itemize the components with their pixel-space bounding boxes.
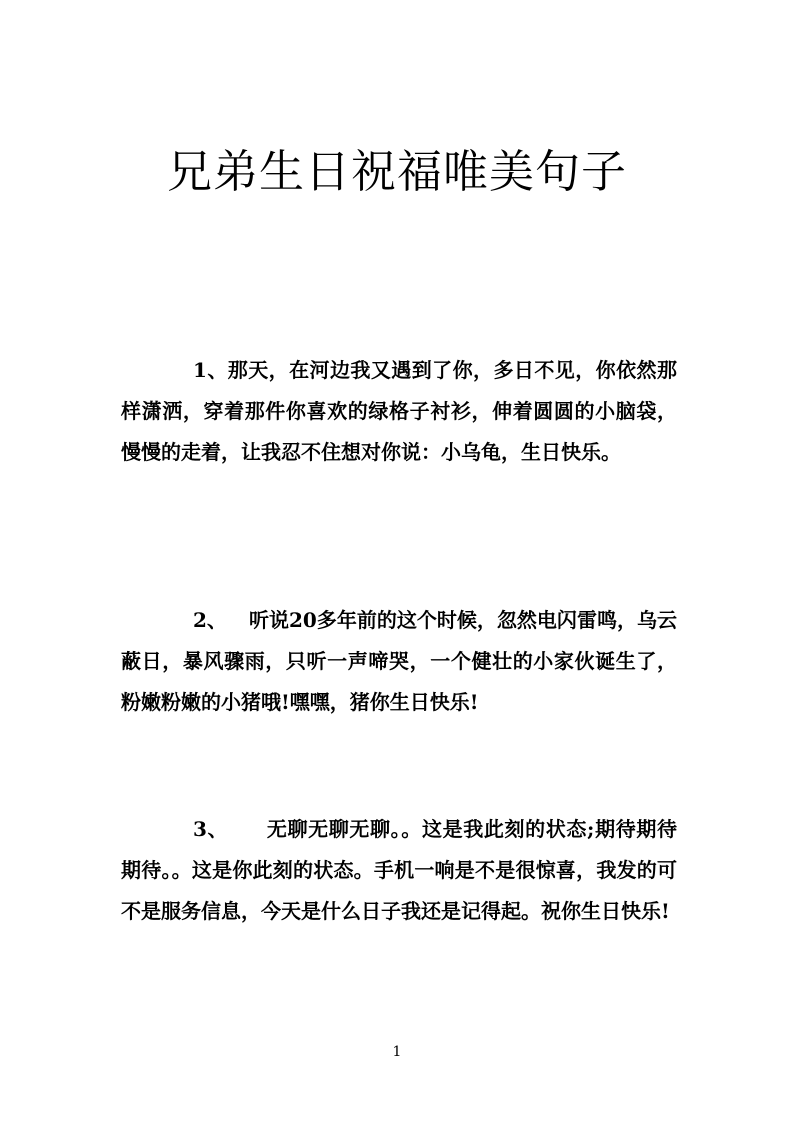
paragraph-number: 2、: [193, 608, 227, 632]
paragraph-2: [121, 600, 677, 723]
paragraph-text: 无聊无聊无聊。。这是我此刻的状态;期待期待期待。。这是你此刻的状态。手机一响是不是很惊喜，我发的可不是服务信息，今天是什么日子我还是记得起。祝你生日快乐!: [121, 817, 677, 923]
page-title: 兄弟生日祝福唯美句子: [166, 145, 627, 198]
paragraph-3: [121, 809, 677, 932]
paragraph-number: 3、: [193, 817, 229, 841]
page-number: 1: [392, 1044, 402, 1060]
paragraph-text: 那天，在河边我又遇到了你，多日不见，你依然那样潇洒，穿着那件你喜欢的绿格子衬衫，伸着圆圆的小脑袋，慢慢的走着，让我忍不住想对你说：小乌龟，生日快乐。: [121, 358, 677, 464]
paragraph-text: 听说20多年前的这个时候，忽然电闪雷鸣，乌云蔽日，暴风骤雨，只听一声啼哭，一个健壮的小家伙诞生了，粉嫩粉嫩的小猪哦!嘿嘿，猪你生日快乐!: [121, 608, 677, 714]
paragraph-number: 1、: [193, 358, 228, 382]
paragraph-1: [121, 350, 677, 473]
